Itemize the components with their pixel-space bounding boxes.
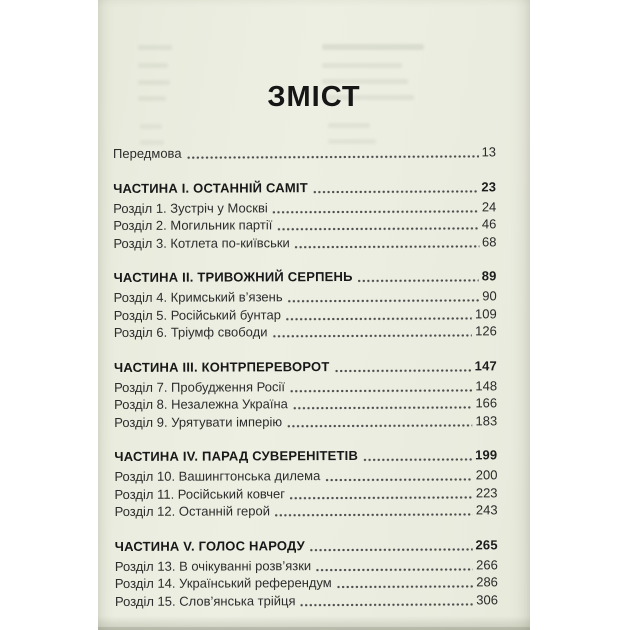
toc-part-page: 265	[475, 536, 498, 552]
dot-leader	[293, 405, 473, 410]
dot-leader	[310, 547, 473, 552]
showthrough-mark	[140, 124, 162, 129]
toc-chapter-row	[114, 323, 497, 342]
dot-leader	[273, 209, 479, 214]
toc-entry-label: Розділ 3. Котлета по-київськи	[113, 234, 290, 251]
dot-leader	[286, 316, 472, 321]
toc-chapter-row	[115, 557, 498, 576]
dot-leader	[288, 298, 480, 303]
toc-entry-label: Розділ 4. Кримський в’язень	[113, 289, 283, 305]
dot-leader	[363, 457, 472, 461]
toc-part-label: ЧАСТИНА III. КОНТРПЕРЕВОРОТ	[113, 358, 330, 375]
toc-part-page: 147	[474, 357, 497, 373]
dot-leader	[335, 368, 472, 373]
toc-part-heading	[114, 447, 497, 466]
toc-part-heading	[114, 358, 497, 377]
dot-leader	[295, 244, 479, 249]
toc-entry-page: 243	[475, 502, 498, 518]
toc-entry-label: Розділ 2. Могильник партії	[113, 217, 273, 233]
toc-chapter-row	[113, 199, 496, 218]
toc-entry-label: Розділ 6. Тріумф свободи	[113, 324, 268, 340]
dot-leader	[275, 512, 473, 517]
dot-leader	[300, 602, 473, 607]
dot-leader	[187, 154, 479, 159]
dot-leader	[290, 495, 473, 500]
toc-entry-page: 223	[475, 484, 498, 500]
toc-row-preface	[113, 144, 496, 163]
toc-entry-page: 46	[481, 216, 497, 232]
page-title: ЗМІСТ	[267, 81, 361, 113]
showthrough-mark	[322, 63, 402, 68]
dot-leader	[290, 388, 472, 393]
toc-chapter-row	[114, 288, 497, 307]
toc-entry-label: Розділ 7. Пробудження Росії	[114, 378, 285, 395]
toc-entry-label: Розділ 12. Останній герой	[114, 503, 271, 519]
toc-part-page: 23	[481, 178, 497, 194]
dot-leader	[325, 477, 472, 482]
toc-entry-label: Розділ 10. Вашингтонська дилема	[114, 468, 321, 484]
book-page	[98, 0, 530, 630]
showthrough-mark	[328, 123, 370, 128]
table-of-contents	[113, 144, 498, 611]
showthrough-mark	[138, 45, 172, 50]
toc-entry-page: 266	[476, 556, 498, 572]
toc-chapter-row	[113, 216, 496, 235]
toc-entry-page: 306	[476, 591, 499, 607]
toc-part-label: ЧАСТИНА I. ОСТАННІЙ САМІТ	[113, 179, 308, 196]
toc-chapter-row	[115, 592, 498, 611]
toc-entry-label: Розділ 11. Російський ковчег	[114, 485, 286, 502]
dot-leader	[313, 189, 479, 194]
toc-entry-label: Розділ 14. Український референдум	[114, 575, 332, 591]
toc-chapter-row	[115, 574, 498, 593]
dot-leader	[277, 226, 479, 231]
toc-chapter-row	[114, 413, 497, 432]
toc-entry-label: Передмова	[113, 145, 182, 161]
toc-part-heading	[113, 179, 496, 198]
dot-leader	[358, 278, 479, 283]
showthrough-mark	[322, 44, 424, 50]
toc-entry-label: Розділ 8. Незалежна Україна	[114, 396, 288, 412]
toc-entry-label: Розділ 5. Російський бунтар	[113, 306, 281, 323]
showthrough-mark	[138, 63, 168, 68]
toc-chapter-row	[113, 234, 496, 253]
toc-entry-page: 166	[475, 395, 498, 411]
toc-part-page: 199	[475, 447, 498, 463]
toc-entry-label: Розділ 1. Зустріч у Москві	[113, 199, 268, 216]
toc-entry-page: 183	[475, 412, 498, 428]
toc-entry-page: 13	[481, 144, 497, 160]
dot-leader	[316, 567, 473, 572]
dot-leader	[337, 584, 473, 589]
toc-entry-page: 24	[481, 198, 497, 214]
toc-chapter-row	[114, 395, 497, 414]
toc-chapter-row	[114, 467, 497, 486]
toc-entry-page: 126	[475, 323, 497, 339]
toc-part-label: ЧАСТИНА IV. ПАРАД СУВЕРЕНІТЕТІВ	[114, 447, 359, 464]
toc-part-label: ЧАСТИНА V. ГОЛОС НАРОДУ	[114, 537, 305, 554]
toc-entry-label: Розділ 15. Слов’янська трійця	[114, 592, 296, 609]
toc-part-heading	[115, 537, 498, 556]
toc-entry-label: Розділ 9. Урятувати імперію	[114, 413, 283, 430]
toc-entry-page: 148	[475, 377, 498, 393]
toc-part-label: ЧАСТИНА II. ТРИВОЖНИЙ СЕРПЕНЬ	[113, 268, 353, 285]
toc-entry-label: Розділ 13. В очікуванні розв’язки	[114, 557, 312, 574]
toc-entry-page: 68	[481, 233, 497, 249]
toc-chapter-row	[115, 502, 498, 521]
toc-part-page: 89	[481, 268, 497, 284]
dot-leader	[287, 423, 472, 428]
toc-entry-page: 200	[475, 467, 498, 483]
toc-part-heading	[114, 268, 497, 287]
showthrough-mark	[328, 139, 376, 144]
dot-leader	[272, 333, 472, 338]
toc-entry-page: 286	[476, 574, 498, 590]
showthrough-mark	[140, 140, 164, 145]
toc-chapter-row	[114, 378, 497, 397]
toc-entry-page: 90	[482, 288, 497, 304]
toc-entry-page: 109	[474, 305, 497, 321]
toc-chapter-row	[114, 306, 497, 325]
toc-chapter-row	[114, 485, 497, 504]
